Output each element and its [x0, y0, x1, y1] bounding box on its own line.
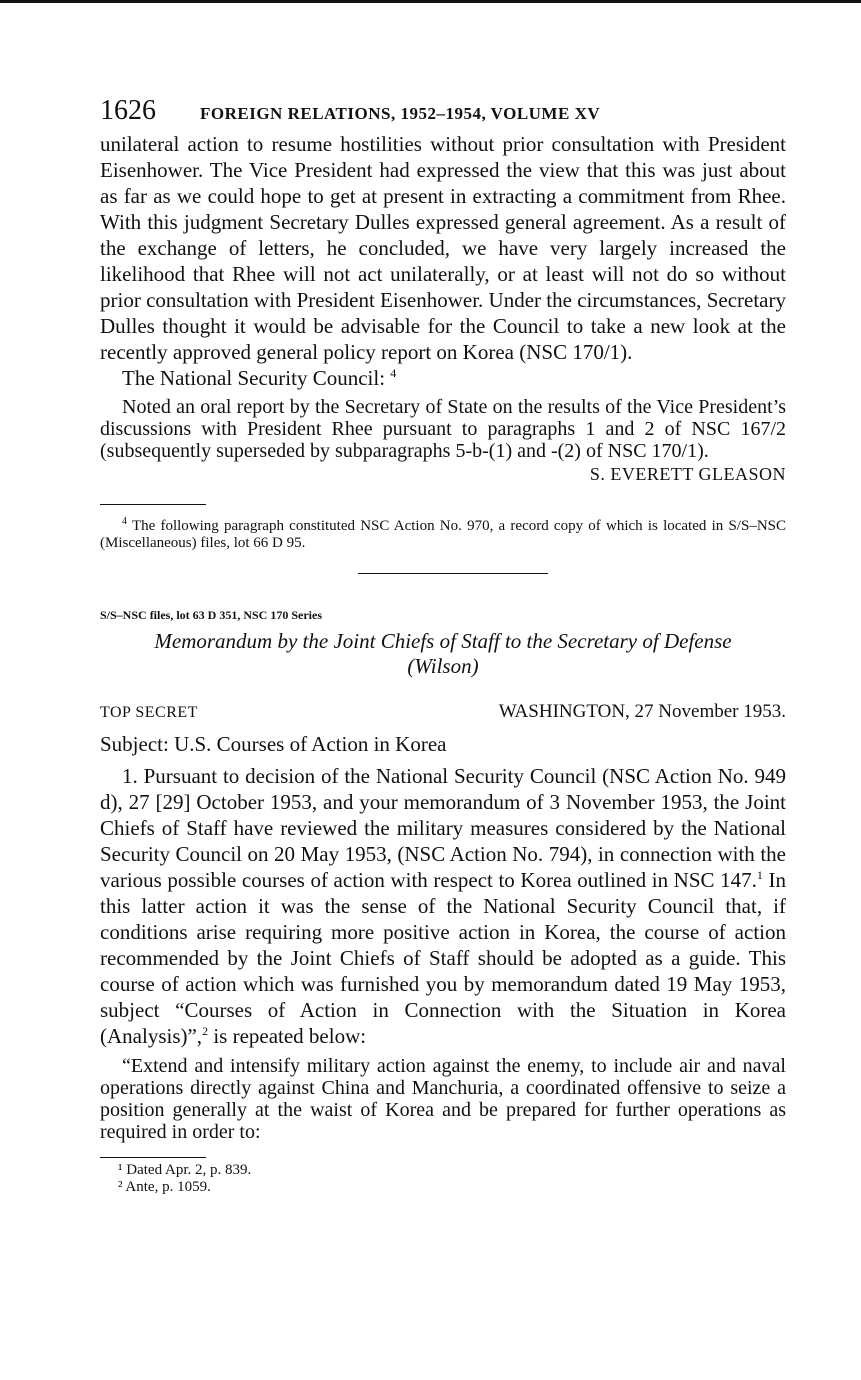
classification: TOP SECRET	[100, 704, 198, 721]
signature: S. EVERETT GLEASON	[589, 464, 786, 484]
classification-line	[100, 701, 786, 723]
paragraph-1	[100, 763, 786, 1049]
footnote-ref-4: 4	[390, 366, 397, 380]
section-divider	[358, 573, 548, 574]
quoted-course-of-action: “Extend and intensify military action against the enemy, to include air and naval operations directly against China and Manchuria, a coordinated offensive to seize a position generally at the waist of Korea and be prepared for further operations as required in order to:	[100, 1055, 786, 1143]
footnote-1: ¹ Dated Apr. 2, p. 839.	[118, 1162, 252, 1178]
footnote-ref-1: 1	[756, 868, 763, 882]
running-head	[100, 95, 786, 127]
council-label: The National Security Council:	[122, 366, 386, 390]
council-line	[100, 365, 786, 391]
council-action: Noted an oral report by the Secretary of State on the results of the Vice President’s discussions with President Rhee pursuant to paragraphs 1 and 2 of NSC 167/2 (subsequently superseded by subparagraphs 5-b-(1) and -(2) of NSC 170/1).	[100, 396, 786, 462]
running-title: FOREIGN RELATIONS, 1952–1954, VOLUME XV	[200, 104, 601, 123]
place-date: WASHINGTON, 27 November 1953.	[498, 701, 786, 722]
footnote-4-number: 4	[122, 516, 127, 527]
footnote-2: ² Ante, p. 1059.	[118, 1179, 211, 1195]
document-title-line2: (Wilson)	[407, 654, 479, 678]
file-citation: S/S–NSC files, lot 63 D 351, NSC 170 Series	[100, 608, 323, 622]
top-border	[0, 0, 861, 3]
footnote-rule-2	[100, 1157, 206, 1158]
footnote-ref-2: 2	[202, 1024, 209, 1038]
document-title-line1: Memorandum by the Joint Chiefs of Staff to the Secretary of Defense	[154, 629, 732, 653]
paragraph-continued: unilateral action to resume hostilities without prior consultation with President Eisenhower. The Vice President had expressed the view that this was just about as far as we could hope to get at present in extracting a commitment from Rhee. With this judgment Secretary Dulles expressed general agreement. As a result of the exchange of letters, he concluded, we have very largely increased the likelihood that Rhee will not act unilaterally, or at least will not do so without prior consultation with President Eisenhower. Under the circumstances, Secretary Dulles thought it would be advisable for the Council to take a new look at the recently approved general policy report on Korea (NSC 170/1).	[100, 132, 786, 364]
subject-line: Subject: U.S. Courses of Action in Korea	[100, 732, 447, 756]
document-title	[100, 629, 786, 679]
footnote-rule	[100, 504, 206, 505]
page-number: 1626	[100, 95, 156, 126]
footnote-4	[100, 513, 786, 552]
paragraph-1-part-c: is repeated below:	[208, 1024, 367, 1048]
footnote-4-text: The following paragraph constituted NSC Action No. 970, a record copy of which is located in S/S–NSC (Miscellaneous) files, lot 66 D 95.	[100, 518, 786, 551]
paragraph-1-part-b: In this latter action it was the sense of the National Security Council that, if conditions arise requiring more positive action in Korea, the course of action recommended by the Joint Chiefs of Staff should be adopted as a guide. This course of action which was furnished you by memorandum dated 19 May 1953, subject “Courses of Action in Connection with the Situation in Korea (Analysis)”,	[100, 868, 786, 1048]
paragraph-1-part-a: 1. Pursuant to decision of the National Security Council (NSC Action No. 949 d), 27 [29] October 1953, and your memorandum of 3 November 1953, the Joint Chiefs of Staff have reviewed the military measures considered by the National Security Council on 20 May 1953, (NSC Action No. 794), in connection with the various possible courses of action with respect to Korea outlined in NSC 147.	[100, 764, 786, 892]
document-page	[100, 95, 786, 1196]
